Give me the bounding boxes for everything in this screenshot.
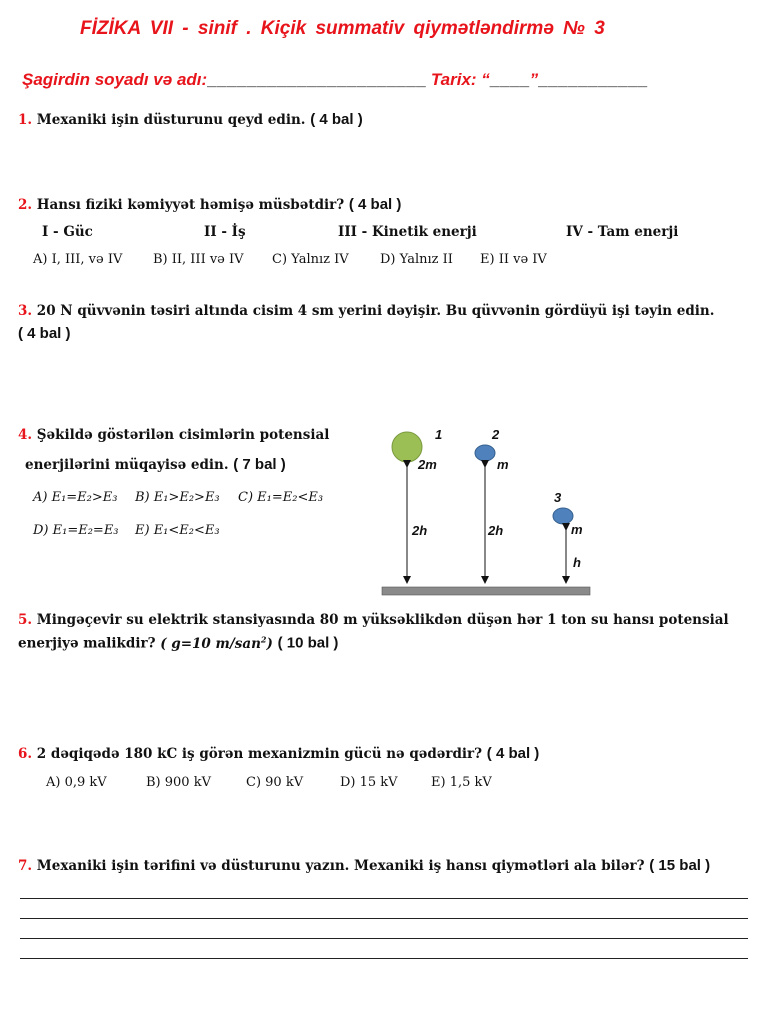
question-points: ( 4 bal ) xyxy=(486,745,540,762)
question-text: Mexaniki işin tərifini və düsturunu yazın. Mexaniki iş hansı qiymətləri ala bilər? xyxy=(36,858,645,874)
question-6 xyxy=(18,745,539,762)
q2-option-c[interactable]: C) Yalnız IV xyxy=(272,252,349,267)
question-text-line2: enerjiyə malikdir? xyxy=(18,635,156,652)
ball-2 xyxy=(475,445,495,461)
q6-option-b[interactable]: B) 900 kV xyxy=(146,775,211,790)
question-text: Hansı fiziki kəmiyyət həmişə müsbətdir? xyxy=(36,197,345,213)
q2-item-3: III - Kinetik enerji xyxy=(338,224,477,240)
student-name-label: Şagirdin soyadı və adı: xyxy=(22,70,208,89)
object-label-3: 3 xyxy=(554,490,562,505)
question-5-line2 xyxy=(18,634,338,652)
student-info-line xyxy=(22,70,648,90)
answer-line-4[interactable] xyxy=(20,958,748,959)
mass-label-1: 2m xyxy=(418,457,437,472)
object-label-1: 1 xyxy=(435,427,443,442)
q2-item-2: II - İş xyxy=(204,224,246,240)
question-5 xyxy=(18,612,729,628)
answer-line-3[interactable] xyxy=(20,938,748,939)
question-points: ( 4 bal ) xyxy=(18,325,71,342)
question-points: ( 4 bal ) xyxy=(310,111,363,128)
question-number: 3. xyxy=(18,303,33,319)
question-points: ( 15 bal ) xyxy=(649,857,711,874)
question-1 xyxy=(18,111,363,128)
question-text: 2 dəqiqədə 180 kC iş görən mexanizmin gücü nə qədərdir? xyxy=(36,746,483,762)
height-label-3: h xyxy=(573,555,581,570)
question-7 xyxy=(18,857,710,874)
question-points: ( 4 bal ) xyxy=(348,196,402,213)
question-4-line2 xyxy=(25,456,286,473)
q2-option-e[interactable]: E) II və IV xyxy=(480,252,547,267)
q4-option-e[interactable]: E) E₁<E₂<E₃ xyxy=(135,523,220,538)
q2-item-4: IV - Tam enerji xyxy=(566,224,679,240)
q4-option-d[interactable]: D) E₁=E₂=E₃ xyxy=(33,523,119,538)
ball-3 xyxy=(553,508,573,524)
question-number: 1. xyxy=(18,112,33,128)
question-text: 20 N qüvvənin təsiri altında cisim 4 sm yerini dəyişir. Bu qüvvənin gördüyü işi təyin edin. xyxy=(36,303,715,319)
q4-option-a[interactable]: A) E₁=E₂>E₃ xyxy=(33,490,118,505)
q2-item-1: I - Güc xyxy=(42,224,93,240)
q6-option-a[interactable]: A) 0,9 kV xyxy=(46,775,107,790)
question-number: 7. xyxy=(18,858,33,874)
question-number: 2. xyxy=(18,197,33,213)
question-text-line1: Şəkildə göstərilən cisimlərin potensial xyxy=(36,427,330,443)
q4-option-c[interactable]: C) E₁=E₂<E₃ xyxy=(238,490,324,505)
q2-option-b[interactable]: B) II, III və IV xyxy=(153,252,244,267)
ground-surface xyxy=(382,587,590,595)
answer-line-2[interactable] xyxy=(20,918,748,919)
date-month-blank[interactable]: ___________ xyxy=(538,70,648,89)
question-points: ( 10 bal ) xyxy=(277,634,339,652)
q6-option-e[interactable]: E) 1,5 kV xyxy=(431,775,492,790)
question-text: Mexaniki işin düsturunu qeyd edin. xyxy=(36,112,306,128)
q2-option-a[interactable]: A) I, III, və IV xyxy=(33,252,123,267)
question-number: 6. xyxy=(18,746,33,762)
mass-label-2: m xyxy=(497,457,509,472)
page-title: FİZİKA VII - sinif . Kiçik summativ qiymətləndirmə № 3 xyxy=(80,18,605,39)
question-points: ( 7 bal ) xyxy=(233,456,286,473)
question-text-line1: Mingəçevir su elektrik stansiyasında 80 m yüksəklikdən düşən hər 1 ton su hansı potensial xyxy=(36,612,729,628)
date-quote: ” xyxy=(529,70,539,89)
q4-option-b[interactable]: B) E₁>E₂>E₃ xyxy=(135,490,220,505)
answer-line-1[interactable] xyxy=(20,898,748,899)
date-label: Tarix: “ xyxy=(426,70,490,89)
mass-label-3: m xyxy=(571,522,583,537)
q6-option-d[interactable]: D) 15 kV xyxy=(340,775,398,790)
question-3 xyxy=(18,303,714,319)
student-name-blank[interactable]: ______________________ xyxy=(207,70,427,89)
question-text-line2: enerjilərini müqayisə edin. xyxy=(25,457,229,473)
question-4 xyxy=(18,427,329,443)
object-label-2: 2 xyxy=(492,427,500,442)
gravity-formula: ( g=10 m/san$^2$) xyxy=(160,634,273,652)
q6-option-c[interactable]: C) 90 kV xyxy=(246,775,304,790)
height-label-1: 2h xyxy=(412,523,428,538)
question-number: 5. xyxy=(18,612,33,628)
date-day-blank[interactable]: ____ xyxy=(489,70,530,89)
height-label-2: 2h xyxy=(488,523,504,538)
potential-energy-figure xyxy=(370,420,610,600)
q2-option-d[interactable]: D) Yalnız II xyxy=(380,252,453,267)
question-2 xyxy=(18,196,401,213)
question-number: 4. xyxy=(18,427,33,443)
